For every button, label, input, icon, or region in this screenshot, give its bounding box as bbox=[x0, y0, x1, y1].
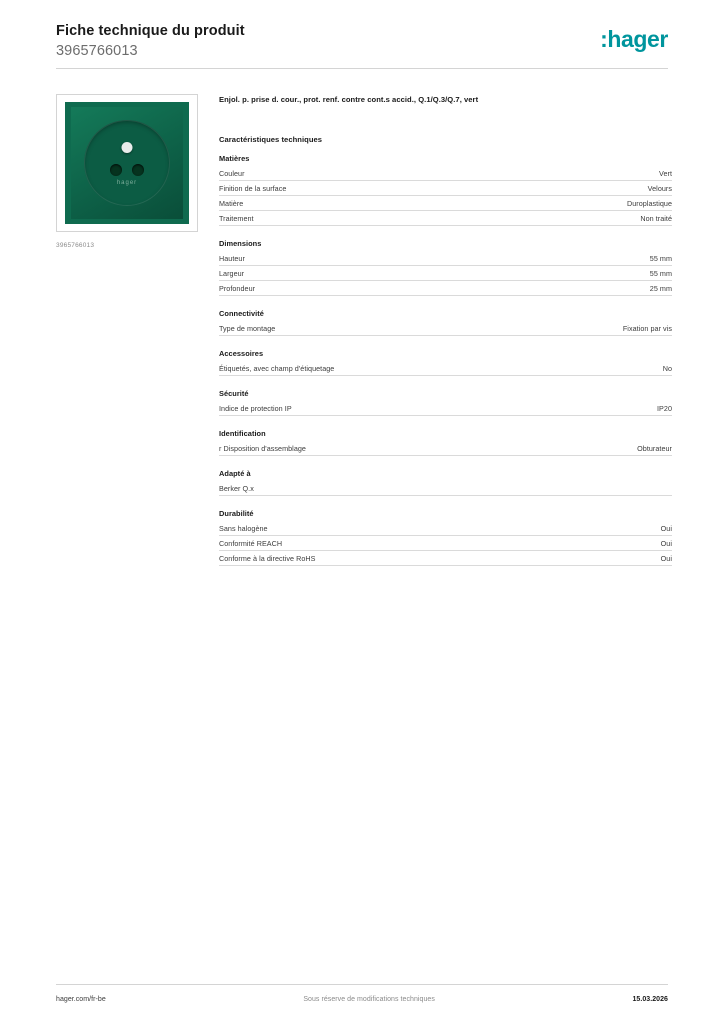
spec-value: Non traité bbox=[640, 213, 672, 223]
spec-key: Finition de la surface bbox=[219, 183, 287, 193]
specs-heading: Caractéristiques techniques bbox=[219, 135, 323, 145]
spec-group bbox=[219, 389, 672, 416]
product-image-block bbox=[56, 94, 198, 249]
spec-row bbox=[219, 521, 672, 536]
spec-row bbox=[219, 551, 672, 566]
header-titles bbox=[56, 22, 245, 61]
spec-key: Conforme à la directive RoHS bbox=[219, 553, 316, 563]
spec-row bbox=[219, 361, 672, 376]
spec-key: Type de montage bbox=[219, 323, 276, 333]
spec-value: Fixation par vis bbox=[622, 323, 672, 333]
spec-row bbox=[219, 196, 672, 211]
spec-key: Matière bbox=[219, 198, 244, 208]
spec-key: r Disposition d'assemblage bbox=[219, 443, 306, 453]
spec-key: Berker Q.x bbox=[219, 483, 254, 493]
spec-group-title: Sécurité bbox=[219, 389, 249, 399]
spec-value: Obturateur bbox=[637, 443, 672, 453]
spec-group bbox=[219, 429, 672, 456]
spec-group bbox=[219, 154, 672, 226]
spec-group-title: Adapté à bbox=[219, 469, 251, 479]
footer-note: Sous réserve de modifications techniques bbox=[303, 996, 435, 1003]
spec-group-title: Durabilité bbox=[219, 509, 254, 519]
spec-row bbox=[219, 401, 672, 416]
spec-row bbox=[219, 251, 672, 266]
spec-key: Indice de protection IP bbox=[219, 403, 292, 413]
spec-value: No bbox=[662, 363, 672, 373]
spec-value: Oui bbox=[660, 538, 672, 548]
spec-groups bbox=[219, 154, 672, 566]
spec-value: Duroplastique bbox=[627, 198, 672, 208]
document-header bbox=[56, 22, 668, 61]
spec-key: Sans halogène bbox=[219, 523, 268, 533]
spec-group bbox=[219, 349, 672, 376]
spec-row bbox=[219, 536, 672, 551]
spec-value: Oui bbox=[660, 523, 672, 533]
spec-value: Velours bbox=[647, 183, 672, 193]
document-footer bbox=[56, 996, 668, 1003]
page-title: Fiche technique du produit bbox=[56, 23, 245, 39]
spec-row bbox=[219, 321, 672, 336]
spec-key: Traitement bbox=[219, 213, 254, 223]
product-description: Enjol. p. prise d. cour., prot. renf. contre cont.s accid., Q.1/Q.3/Q.7, vert bbox=[219, 95, 479, 104]
spec-row bbox=[219, 181, 672, 196]
footer-website[interactable]: hager.com/fr-be bbox=[56, 996, 106, 1003]
spec-key: Hauteur bbox=[219, 253, 245, 263]
spec-row bbox=[219, 211, 672, 226]
spec-group-title: Connectivité bbox=[219, 309, 264, 319]
socket-recess bbox=[84, 120, 170, 206]
spec-row bbox=[219, 481, 672, 496]
socket-contact-hole-right bbox=[132, 164, 144, 176]
spec-key: Profondeur bbox=[219, 283, 256, 293]
socket-brand-text: hager bbox=[116, 180, 138, 186]
spec-key: Conformité REACH bbox=[219, 538, 283, 548]
footer-date: 15.03.2026 bbox=[632, 996, 668, 1003]
spec-row bbox=[219, 166, 672, 181]
spec-value: 55 mm bbox=[649, 253, 672, 263]
spec-group-title: Matières bbox=[219, 154, 250, 164]
spec-row bbox=[219, 281, 672, 296]
spec-value: 25 mm bbox=[649, 283, 672, 293]
spec-group bbox=[219, 509, 672, 566]
spec-group bbox=[219, 469, 672, 496]
hager-logo: :hager bbox=[600, 26, 668, 52]
socket-product-illustration bbox=[65, 102, 189, 224]
spec-row bbox=[219, 441, 672, 456]
spec-value: IP20 bbox=[657, 403, 672, 413]
header-divider bbox=[56, 68, 668, 69]
socket-earth-pin bbox=[122, 142, 133, 153]
spec-key: Largeur bbox=[219, 268, 245, 278]
spec-value: Oui bbox=[660, 553, 672, 563]
footer-divider bbox=[56, 984, 668, 985]
spec-group bbox=[219, 239, 672, 296]
spec-value: 55 mm bbox=[649, 268, 672, 278]
socket-contact-hole-left bbox=[110, 164, 122, 176]
spec-group-title: Accessoires bbox=[219, 349, 264, 359]
specifications-column bbox=[219, 94, 672, 579]
article-number: 3965766013 bbox=[56, 42, 138, 59]
spec-row bbox=[219, 266, 672, 281]
spec-group-title: Dimensions bbox=[219, 239, 262, 249]
spec-value: Vert bbox=[659, 168, 672, 178]
spec-key: Couleur bbox=[219, 168, 245, 178]
product-image-frame bbox=[56, 94, 198, 232]
product-image-caption: 3965766013 bbox=[56, 242, 95, 249]
spec-group bbox=[219, 309, 672, 336]
spec-group-title: Identification bbox=[219, 429, 266, 439]
spec-key: Étiquetés, avec champ d'étiquetage bbox=[219, 363, 335, 373]
